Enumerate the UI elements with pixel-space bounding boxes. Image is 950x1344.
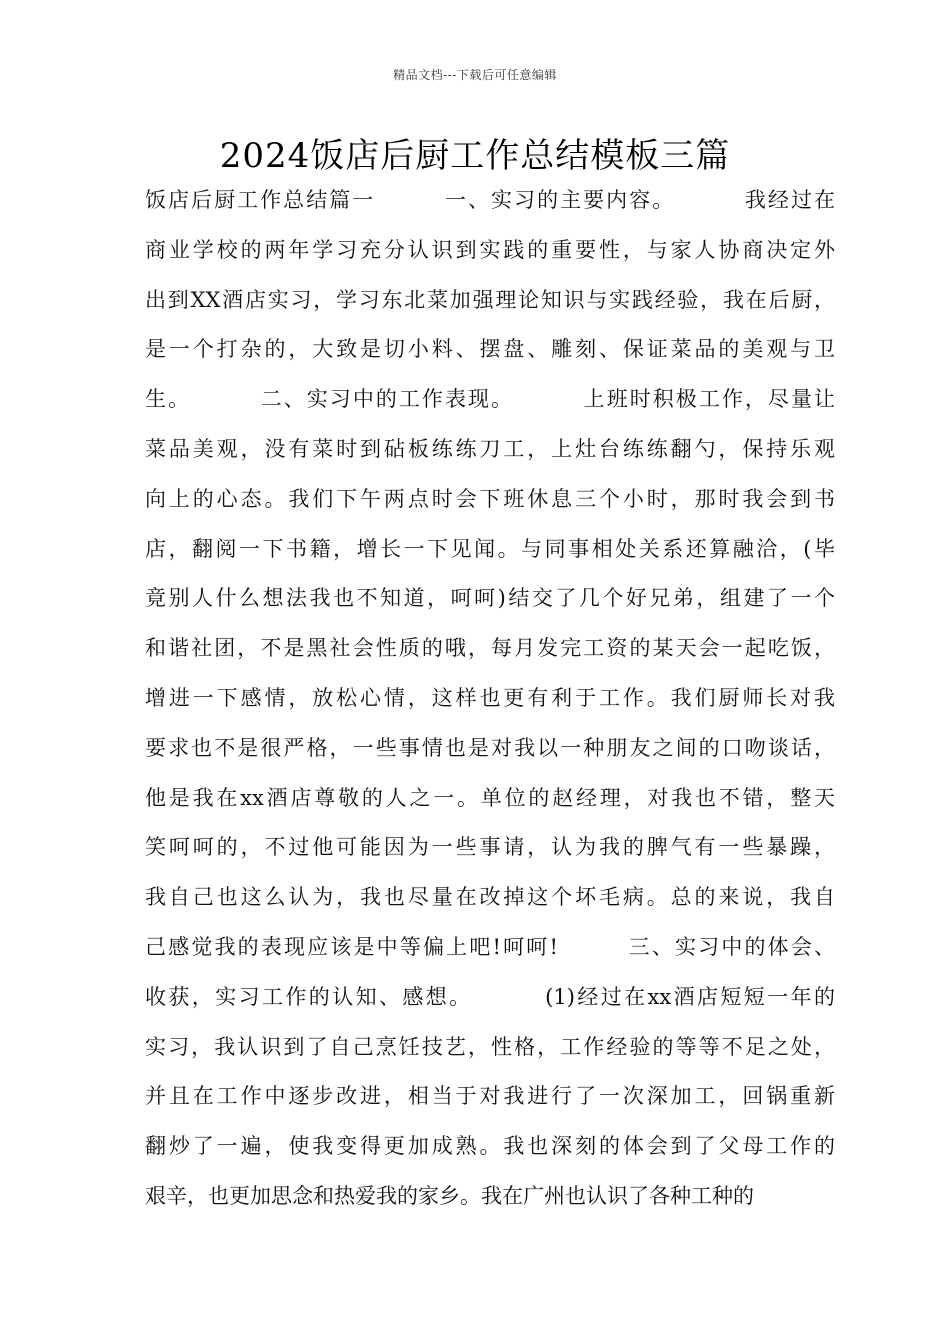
body-line: 出到XX酒店实习，学习东北菜加强理论知识与实践经验，我在后厨， [145, 287, 835, 312]
body-line: 翻炒了一遍，使我变得更加成熟。我也深刻的体会到了父母工作的 [145, 1134, 835, 1159]
document-body [145, 176, 835, 1222]
body-line: 笑呵呵的，不过他可能因为一些事请，认为我的脾气有一些暴躁， [145, 835, 835, 860]
body-line: 艰辛，也更加思念和热爱我的家乡。我在广州也认识了各种工种的 [145, 1183, 754, 1208]
body-line: 和谐社团，不是黑社会性质的哦，每月发完工资的某天会一起吃饭， [145, 636, 835, 661]
body-line: 他是我在xx酒店尊敬的人之一。单位的赵经理，对我也不错，整天 [145, 785, 835, 810]
body-line: 竟别人什么想法我也不知道，呵呵)结交了几个好兄弟，组建了一个 [145, 586, 835, 611]
body-line: 实习，我认识到了自己烹饪技艺，性格，工作经验的等等不足之处， [145, 1034, 835, 1059]
body-line: 是一个打杂的，大致是切小料、摆盘、雕刻、保证菜品的美观与卫 [145, 337, 835, 362]
body-line: 饭店后厨工作总结篇一 一、实习的主要内容。 我经过在 [145, 188, 835, 212]
body-line: 并且在工作中逐步改进，相当于对我进行了一次深加工，回锅重新 [145, 1084, 835, 1109]
body-line: 收获，实习工作的认知、感想。 (1)经过在xx酒店短短一年的 [145, 984, 835, 1009]
body-line: 店，翻阅一下书籍，增长一下见闻。与同事相处关系还算融洽，(毕 [145, 536, 835, 561]
page-header-note: 精品文档---下载后可任意编辑 [393, 68, 557, 82]
body-line: 增进一下感情，放松心情，这样也更有利于工作。我们厨师长对我 [145, 685, 835, 710]
body-line: 向上的心态。我们下午两点时会下班休息三个小时，那时我会到书 [145, 486, 835, 511]
body-line: 己感觉我的表现应该是中等偏上吧!呵呵! 三、实习中的体会、 [145, 934, 835, 959]
body-line: 我自己也这么认为，我也尽量在改掉这个坏毛病。总的来说，我自 [145, 885, 835, 910]
body-line: 商业学校的两年学习充分认识到实践的重要性，与家人协商决定外 [145, 237, 835, 262]
body-line: 菜品美观，没有菜时到砧板练练刀工，上灶台练练翻勺，保持乐观 [145, 436, 835, 461]
document-title: 2024饭店后厨工作总结模板三篇 [219, 136, 731, 176]
body-line: 要求也不是很严格，一些事情也是对我以一种朋友之间的口吻谈话， [145, 735, 835, 760]
body-line: 生。 二、实习中的工作表现。 上班时积极工作，尽量让 [145, 387, 835, 412]
